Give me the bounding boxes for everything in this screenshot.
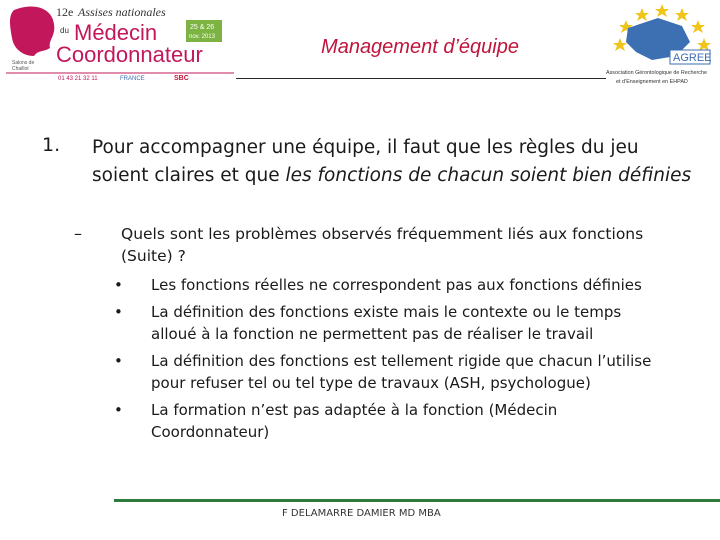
venue-line2: Chaillot [12,66,29,72]
profile-silhouette-icon [10,6,54,56]
footer-divider [114,499,720,502]
logo-du: du [60,26,69,35]
partner-logo-2: SBC [174,75,189,82]
dates-bottom: nov. 2013 [189,34,215,40]
bullet-list [110,274,670,448]
logo-phone: 01 43 21 32 11 [58,76,98,82]
edition-number: 12e [56,5,74,19]
dates-top: 25 & 26 [190,24,215,31]
main-point-text: Pour accompagner une équipe, il faut que les règles du jeu soient claires et que [92,137,639,186]
bullet-text: La formation n’est pas adaptée à la fonction (Médecin Coordonnateur) [151,400,558,441]
bullet-icon: • [114,400,123,419]
main-point-emphasis: les fonctions de chacun soient bien définies [285,165,692,186]
agree-name: AGREE [673,52,712,64]
venue-line1: Salons de [12,60,35,66]
list-item [110,301,670,346]
bullet-icon: • [114,276,123,294]
slide-title: Management d’équipe [321,36,519,58]
partner-logo-1: FRANCE [120,76,145,82]
sub-point-dash: – [74,224,82,243]
list-item [110,350,670,395]
slide-header [0,0,720,92]
list-item [110,399,670,444]
agree-subtitle-1: Association Gérontologique de Recherche [606,70,707,76]
bullet-icon: • [114,351,123,370]
agree-logo [606,2,718,88]
item-number: 1. [42,134,61,156]
bullet-icon: • [114,302,123,321]
agree-subtitle-2: et d’Enseignement en EHPAD [616,79,688,85]
main-point [92,134,692,190]
bullet-text: Les fonctions réelles ne correspondent pas aux fonctions définies [151,276,642,294]
logo-line2: Médecin [74,20,158,45]
bullet-text: La définition des fonctions est tellement rigide que chacun l’utilise pour refuser tel ou tel type de travaux (ASH, psychologue) [151,351,652,392]
list-item [110,274,670,297]
logo-line3: Coordonnateur [56,42,203,67]
header-divider [236,78,606,79]
conference-logo [4,2,236,82]
sub-point: Quels sont les problèmes observés fréquemment liés aux fonctions (Suite) ? [121,225,644,265]
footer-author: F DELAMARRE DAMIER MD MBA [282,508,441,519]
bullet-text: La définition des fonctions existe mais le contexte ou le temps alloué à la fonction ne permettent pas de réaliser le travail [151,302,622,343]
logo-line1: Assises nationales [78,5,166,19]
